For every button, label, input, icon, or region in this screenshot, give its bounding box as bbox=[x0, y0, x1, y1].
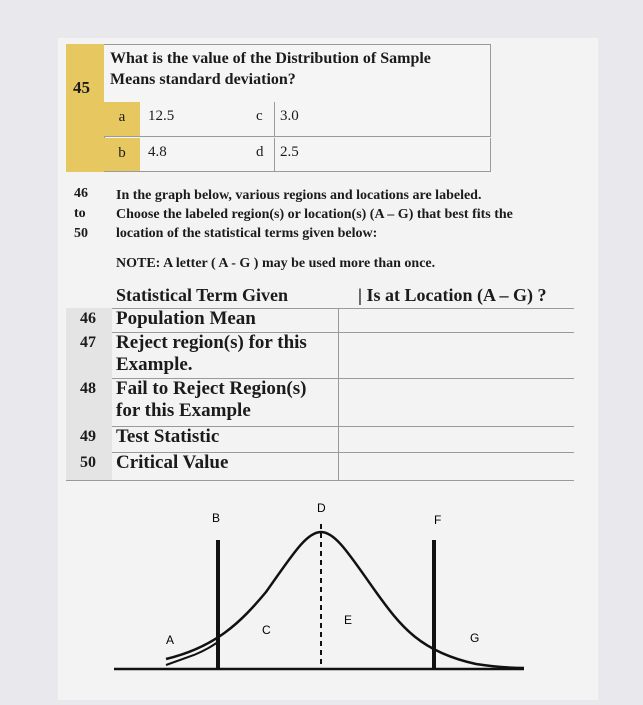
question-45-line-2: Means standard deviation? bbox=[110, 71, 296, 88]
graph-label-a: A bbox=[166, 633, 175, 647]
table-row bbox=[66, 308, 574, 333]
row-number: 46 bbox=[80, 310, 96, 327]
option-d-value: 2.5 bbox=[280, 144, 299, 160]
option-row-2 bbox=[104, 138, 491, 172]
row-term: Population Mean bbox=[116, 308, 256, 329]
questions-46-50 bbox=[66, 182, 574, 482]
question-45-number: 45 bbox=[73, 78, 90, 97]
question-45-number-cell bbox=[66, 44, 105, 172]
question-45-line-1: What is the value of the Distribution of Sample bbox=[110, 50, 431, 67]
instructions bbox=[116, 186, 576, 243]
option-a-value: 12.5 bbox=[148, 108, 175, 124]
row-term: Test Statistic bbox=[116, 426, 220, 447]
range-to: to bbox=[74, 206, 86, 221]
graph-label-e: E bbox=[344, 613, 353, 627]
instructions-line-3: location of the statistical terms given below: bbox=[116, 226, 378, 241]
option-a-letter: a bbox=[104, 102, 140, 136]
table-row bbox=[66, 332, 574, 379]
option-d-letter: d bbox=[256, 144, 264, 160]
option-b-letter: b bbox=[104, 138, 140, 171]
graph-label-b: B bbox=[212, 511, 221, 525]
option-b-value: 4.8 bbox=[148, 144, 167, 160]
normal-curve-svg bbox=[66, 482, 574, 700]
row-number: 49 bbox=[80, 428, 96, 445]
graph-label-d: D bbox=[317, 501, 326, 515]
option-divider bbox=[274, 138, 275, 171]
row-number: 50 bbox=[80, 454, 96, 471]
question-45 bbox=[66, 44, 490, 172]
option-divider bbox=[274, 102, 275, 136]
header-term: Statistical Term Given bbox=[116, 285, 288, 305]
note-text: NOTE: A letter ( A - G ) may be used more than once. bbox=[116, 256, 436, 271]
graph-label-c: C bbox=[262, 623, 271, 637]
question-45-text bbox=[104, 44, 491, 104]
option-row-1 bbox=[104, 102, 491, 137]
table-row bbox=[66, 378, 574, 427]
normal-curve-graph bbox=[66, 482, 574, 700]
range-start: 46 bbox=[74, 186, 88, 201]
row-term: Critical Value bbox=[116, 452, 229, 473]
range-end: 50 bbox=[74, 226, 88, 241]
option-c-value: 3.0 bbox=[280, 108, 299, 124]
table-row bbox=[66, 426, 574, 453]
instructions-line-2: Choose the labeled region(s) or location(s) (A – G) that best fits the bbox=[116, 207, 513, 222]
instructions-line-1: In the graph below, various regions and locations are labeled. bbox=[116, 188, 482, 203]
table-row bbox=[66, 452, 574, 481]
row-term: Reject region(s) for this Example. bbox=[116, 332, 307, 375]
row-term: Fail to Reject Region(s) for this Example bbox=[116, 378, 307, 421]
header-location: | Is at Location (A – G) ? bbox=[358, 285, 547, 305]
table-header bbox=[66, 282, 574, 309]
graph-label-g: G bbox=[470, 631, 480, 645]
option-c-letter: c bbox=[256, 108, 263, 124]
row-number: 47 bbox=[80, 334, 96, 351]
row-number: 48 bbox=[80, 380, 96, 397]
graph-label-f: F bbox=[434, 513, 442, 527]
